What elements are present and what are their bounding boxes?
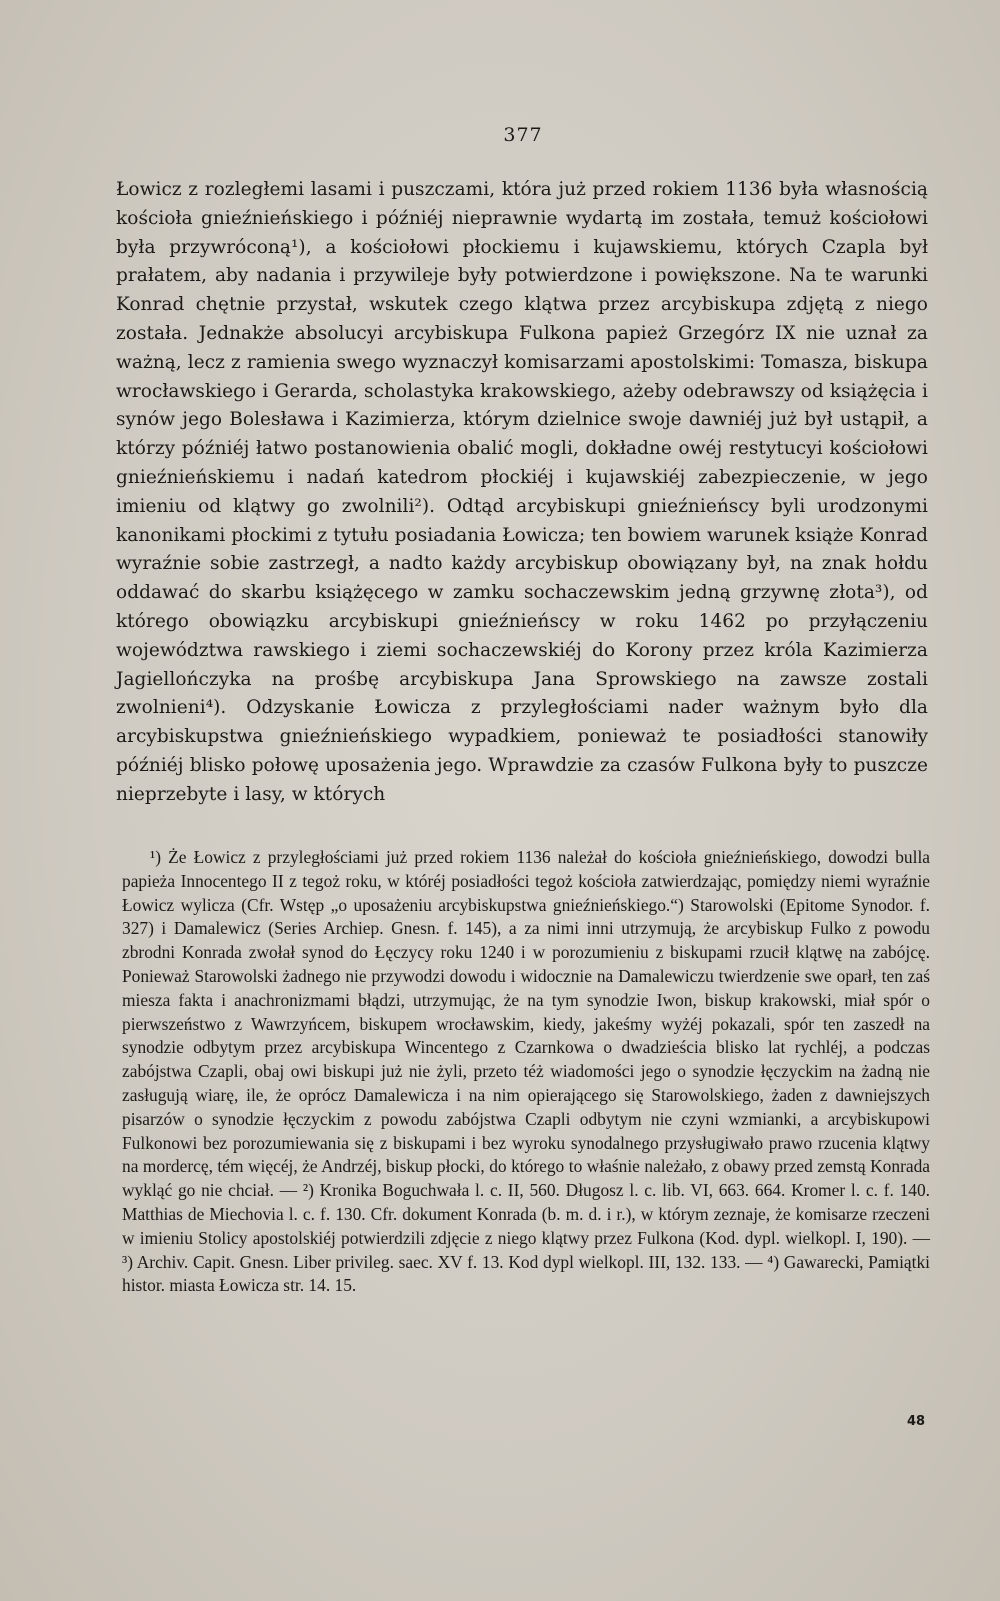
printer-signature: 48 <box>907 1414 926 1429</box>
main-paragraph: Łowicz z rozległemi lasami i puszczami, która już przed rokiem 1136 była własnością kościoła gnieźnieńskiego i późniéj nieprawnie wydartą im została, temuż kościołowi była przywróconą¹), a kościołowi płockiemu i kujawskiemu, których Czapla był prałatem, aby nadania i przywileje były potwierdzone i powiększone. Na te warunki Konrad chętnie przystał, wskutek czego klątwa przez arcybiskupa zdjętą z niego została. Jednakże absolucyi arcybiskupa Fulkona papież Grzegórz IX nie uznał za ważną, lecz z ramienia swego wyznaczył komisarzami apostolskimi: Tomasza, biskupa wrocławskiego i Gerarda, scholastyka krakowskiego, ażeby odebrawszy od książęcia i synów jego Bolesława i Kazimierza, którym dzielnice swoje dawniéj już był ustąpił, a którzy późniéj łatwo postanowienia obalić mogli, dokładne owéj restytucyi kościołowi gnieźnieńskiemu i nadań katedrom płockiéj i kujawskiéj zabezpieczenie, w jego imieniu od klątwy go zwolnili²). Odtąd arcybiskupi gnieźnieńscy byli urodzonymi kanonikami płockimi z tytułu posiadania Łowicza; ten bowiem warunek książe Konrad wyraźnie sobie zastrzegł, a nadto każdy arcybiskup obowiązany był, na znak hołdu oddawać do skarbu książęcego w zamku sochaczewskim jedną grzywnę złota³), od którego obowiązku arcybiskupi gnieźnieńscy w roku 1462 po przyłączeniu województwa rawskiego i ziemi sochaczewskiéj do Korony przez króla Kazimierza Jagiellończyka na prośbę arcybiskupa Jana Sprowskiego na zawsze zostali zwolnieni⁴). Odzyskanie Łowicza z przyległościami nader ważnym było dla arcybiskupstwa gnieźnieńskiego wypadkiem, ponieważ te posiadłości stanowiły późniéj blisko połowę uposażenia jego. Wprawdzie za czasów Fulkona były to puszcze nieprzebyte i lasy, w których <box>116 179 928 805</box>
page-number: 377 <box>503 124 543 146</box>
footnotes <box>122 846 930 1298</box>
main-text <box>116 176 928 810</box>
footnote-text: ¹) Że Łowicz z przyległościami już przed rokiem 1136 należał do kościoła gnieźnieńskiego, dowodzi bulla papieża Innocentego II z tegoż roku, w któréj posiadłości tegoż kościoła zatwierdzając, pomiędzy niemi wyraźnie Łowicz wylicza (Cfr. Wstęp „o uposażeniu arcybiskupstwa gnieźnieńskiego.“) Starowolski (Epitome Synodor. f. 327) i Damalewicz (Series Archiep. Gnesn. f. 145), a za nimi inni utrzymują, że arcybiskup Fulko z powodu zbrodni Konrada zwołał synod do Łęczycy roku 1240 i w porozumieniu z biskupami rzucił klątwę na zabójcę. Ponieważ Starowolski żadnego nie przywodzi dowodu i widocznie na Damalewiczu twierdzenie swe oparł, ten zaś miesza fakta i anachronizmami błądzi, utrzymując, że na tym synodzie Iwon, biskup krakowski, miał spór o pierwszeństwo z Wawrzyńcem, biskupem wrocławskim, kiedy, jakeśmy wyżéj pokazali, spór ten zaszedł na synodzie odbytym przez arcybiskupa Wincentego z Czarnkowa o dwadzieścia blisko lat rychléj, a podczas zabójstwa Czapli, obaj owi biskupi już nie żyli, przeto téż wiadomości jego o synodzie łęczyckim na żadną nie zasługują wiarę, ile, że oprócz Damalewicza i na nim opierającego się Starowolskiego, żaden z dawniejszych pisarzów o synodzie łęczyckim z powodu zabójstwa Czapli odbytym nie czyni wzmianki, a arcybiskupowi Fulkonowi bez porozumiewania się z biskupami i bez wyroku synodalnego przysługiwało prawo rzucenia klątwy na mordercę, tém więcéj, że Andrzéj, biskup płocki, do którego to właśnie należało, z obawy przed zemstą Konrada wykląć go nie chciał. — ²) Kronika Boguchwała l. c. II, 560. Długosz l. c. lib. VI, 663. 664. Kromer l. c. f. 140. Matthias de Miechovia l. c. f. 130. Cfr. dokument Konrada (b. m. d. i r.), w którym zeznaje, że komisarze rzeczeni w imieniu Stolicy apostolskiéj potwierdzili zdjęcie z niego klątwy przez Fulkona (Kod. dypl. wielkopl. I, 190). — ³) Archiv. Capit. Gnesn. Liber privileg. saec. XV f. 13. Kod dypl wielkopl. III, 132. 133. — ⁴) Gawarecki, Pamiątki histor. miasta Łowicza str. 14. 15. <box>122 847 930 1296</box>
